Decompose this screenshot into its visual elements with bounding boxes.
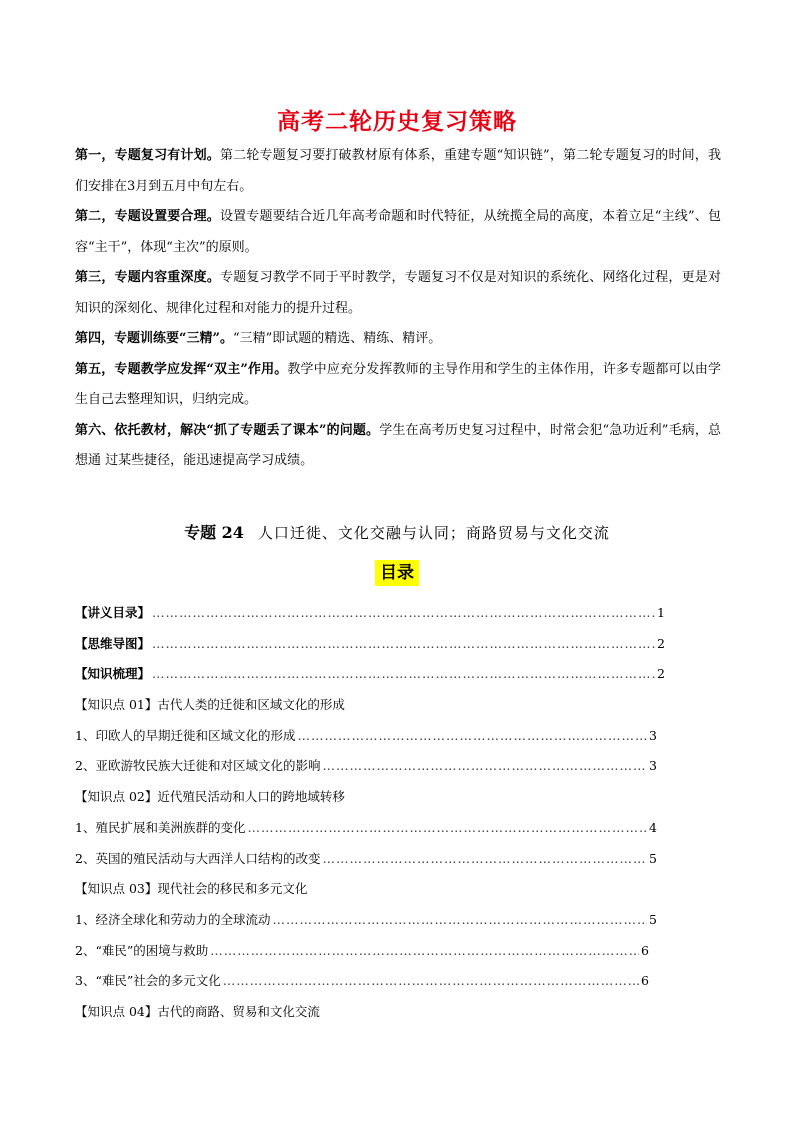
- toc-leader-dots: [152, 659, 655, 690]
- toc-entry-page: 5: [649, 911, 657, 927]
- strategy-text: “三精”即试题的精选、精练、精评。: [232, 331, 442, 346]
- toc-entry-label: 2、亚欧游牧民族大迁徙和对区域文化的影响: [75, 758, 321, 774]
- toc-entry-label: 1、印欧人的早期迁徙和区域文化的形成: [75, 727, 296, 743]
- toc-entry[interactable]: [75, 966, 649, 997]
- toc-entry[interactable]: [75, 936, 649, 967]
- strategy-lead: 第六、依托教材，解决“抓了专题丢了课本”的问题。: [75, 422, 380, 438]
- toc-entry-label: 1、殖民扩展和美洲族群的变化: [75, 819, 246, 835]
- topic-title: [0, 520, 794, 543]
- strategy-lead: 第二，专题设置要合理。: [75, 209, 220, 224]
- strategy-paragraph: [75, 263, 721, 324]
- strategy-lead: 第三，专题内容重深度。: [75, 270, 221, 285]
- toc-leader-dots: [297, 721, 647, 752]
- strategy-paragraph: [75, 355, 721, 416]
- toc-entry[interactable]: [75, 629, 665, 660]
- toc-entry[interactable]: [75, 905, 657, 936]
- toc-entry-label: 1、经济全球化和劳动力的全球流动: [75, 911, 271, 927]
- toc-leader-dots: [322, 751, 647, 782]
- strategy-text: 第二轮专题复习要打破教材原有体系，重建专题“知识链”，第二轮专题复习的时间，我们安排在3月到五月中旬左右。: [75, 148, 721, 194]
- toc-section-heading[interactable]: [75, 874, 665, 905]
- toc-section-heading[interactable]: [75, 690, 665, 721]
- strategy-text: 专题复习教学不同于平时教学，专题复习不仅是对知识的系统化、网络化过程，更是对知识的深刻化、规律化过程和对能力的提升过程。: [75, 270, 721, 316]
- strategy-paragraph: [75, 324, 721, 355]
- strategy-text: 设置专题要结合近几年高考命题和时代特征，从统揽全局的高度，本着立足“主线”、包容“主干”，体现“主次”的原则。: [75, 209, 721, 255]
- toc-entry-page: 6: [641, 973, 649, 989]
- toc-entry-page: 3: [649, 758, 657, 774]
- toc-entry-label: 2、英国的殖民活动与大西洋人口结构的改变: [75, 850, 321, 866]
- toc-heading: 目录: [375, 560, 419, 586]
- toc-entry-label: 【知识点 04】古代的商路、贸易和文化交流: [75, 1003, 320, 1019]
- table-of-contents: [75, 598, 665, 1028]
- strategy-lead: 第五，专题教学应发挥“双主”作用。: [75, 361, 288, 377]
- page-title: 高考二轮历史复习策略: [277, 109, 517, 135]
- strategy-paragraph: [75, 416, 721, 477]
- toc-entry-label: 【知识点 02】近代殖民活动和人口的跨地域转移: [75, 789, 345, 805]
- toc-leader-dots: [223, 966, 639, 997]
- toc-entry-page: 4: [649, 819, 657, 835]
- strategy-paragraph: [75, 141, 721, 202]
- toc-entry-label: 【知识梳理】: [75, 666, 151, 682]
- toc-entry-label: 3、“难民”社会的多元文化: [75, 973, 221, 989]
- toc-entry[interactable]: [75, 844, 657, 875]
- toc-heading-wrap: [0, 560, 794, 586]
- toc-leader-dots: [247, 813, 647, 844]
- strategy-lead: 第一，专题复习有计划。: [75, 148, 220, 163]
- toc-entry-label: 2、“难民”的困境与救助: [75, 942, 209, 958]
- toc-leader-dots: [210, 936, 639, 967]
- toc-leader-dots: [152, 629, 655, 660]
- toc-entry-label: 【知识点 01】古代人类的迁徙和区域文化的形成: [75, 697, 345, 713]
- strategy-text: 学生在高考历史复习过程中，时常会犯“急功近利”毛病，总想通 过某些捷径，能迅速提高学习成绩。: [75, 422, 721, 468]
- toc-section-heading[interactable]: [75, 782, 665, 813]
- toc-entry-page: 5: [649, 850, 657, 866]
- toc-entry-page: 6: [641, 942, 649, 958]
- toc-leader-dots: [272, 905, 647, 936]
- topic-name: 人口迁徙、文化交融与认同；商路贸易与文化交流: [257, 524, 610, 542]
- toc-entry-page: 1: [657, 605, 665, 620]
- toc-entry-page: 2: [657, 666, 665, 682]
- toc-entry-page: 2: [657, 635, 665, 651]
- topic-number: 专题 24: [184, 523, 244, 542]
- toc-leader-dots: [322, 844, 647, 875]
- toc-section-heading[interactable]: [75, 997, 665, 1028]
- strategy-lead: 第四，专题训练要“三精”。: [75, 331, 233, 346]
- toc-entry[interactable]: [75, 659, 665, 690]
- toc-entry-label: 【知识点 03】现代社会的移民和多元文化: [75, 881, 308, 897]
- toc-entry-page: 3: [649, 727, 657, 743]
- toc-entry[interactable]: [75, 751, 657, 782]
- toc-entry-label: 【思维导图】: [75, 635, 151, 651]
- strategy-paragraph: [75, 202, 721, 263]
- toc-leader-dots: [152, 598, 655, 629]
- strategy-section: [75, 141, 721, 477]
- toc-entry[interactable]: [75, 721, 657, 752]
- toc-entry[interactable]: [75, 598, 665, 629]
- toc-entry[interactable]: [75, 813, 657, 844]
- toc-entry-label: 【讲义目录】: [75, 605, 151, 620]
- strategy-text: 教学中应充分发挥教师的主导作用和学生的主体作用，许多专题都可以由学生自己去整理知识，归纳完成。: [75, 361, 721, 407]
